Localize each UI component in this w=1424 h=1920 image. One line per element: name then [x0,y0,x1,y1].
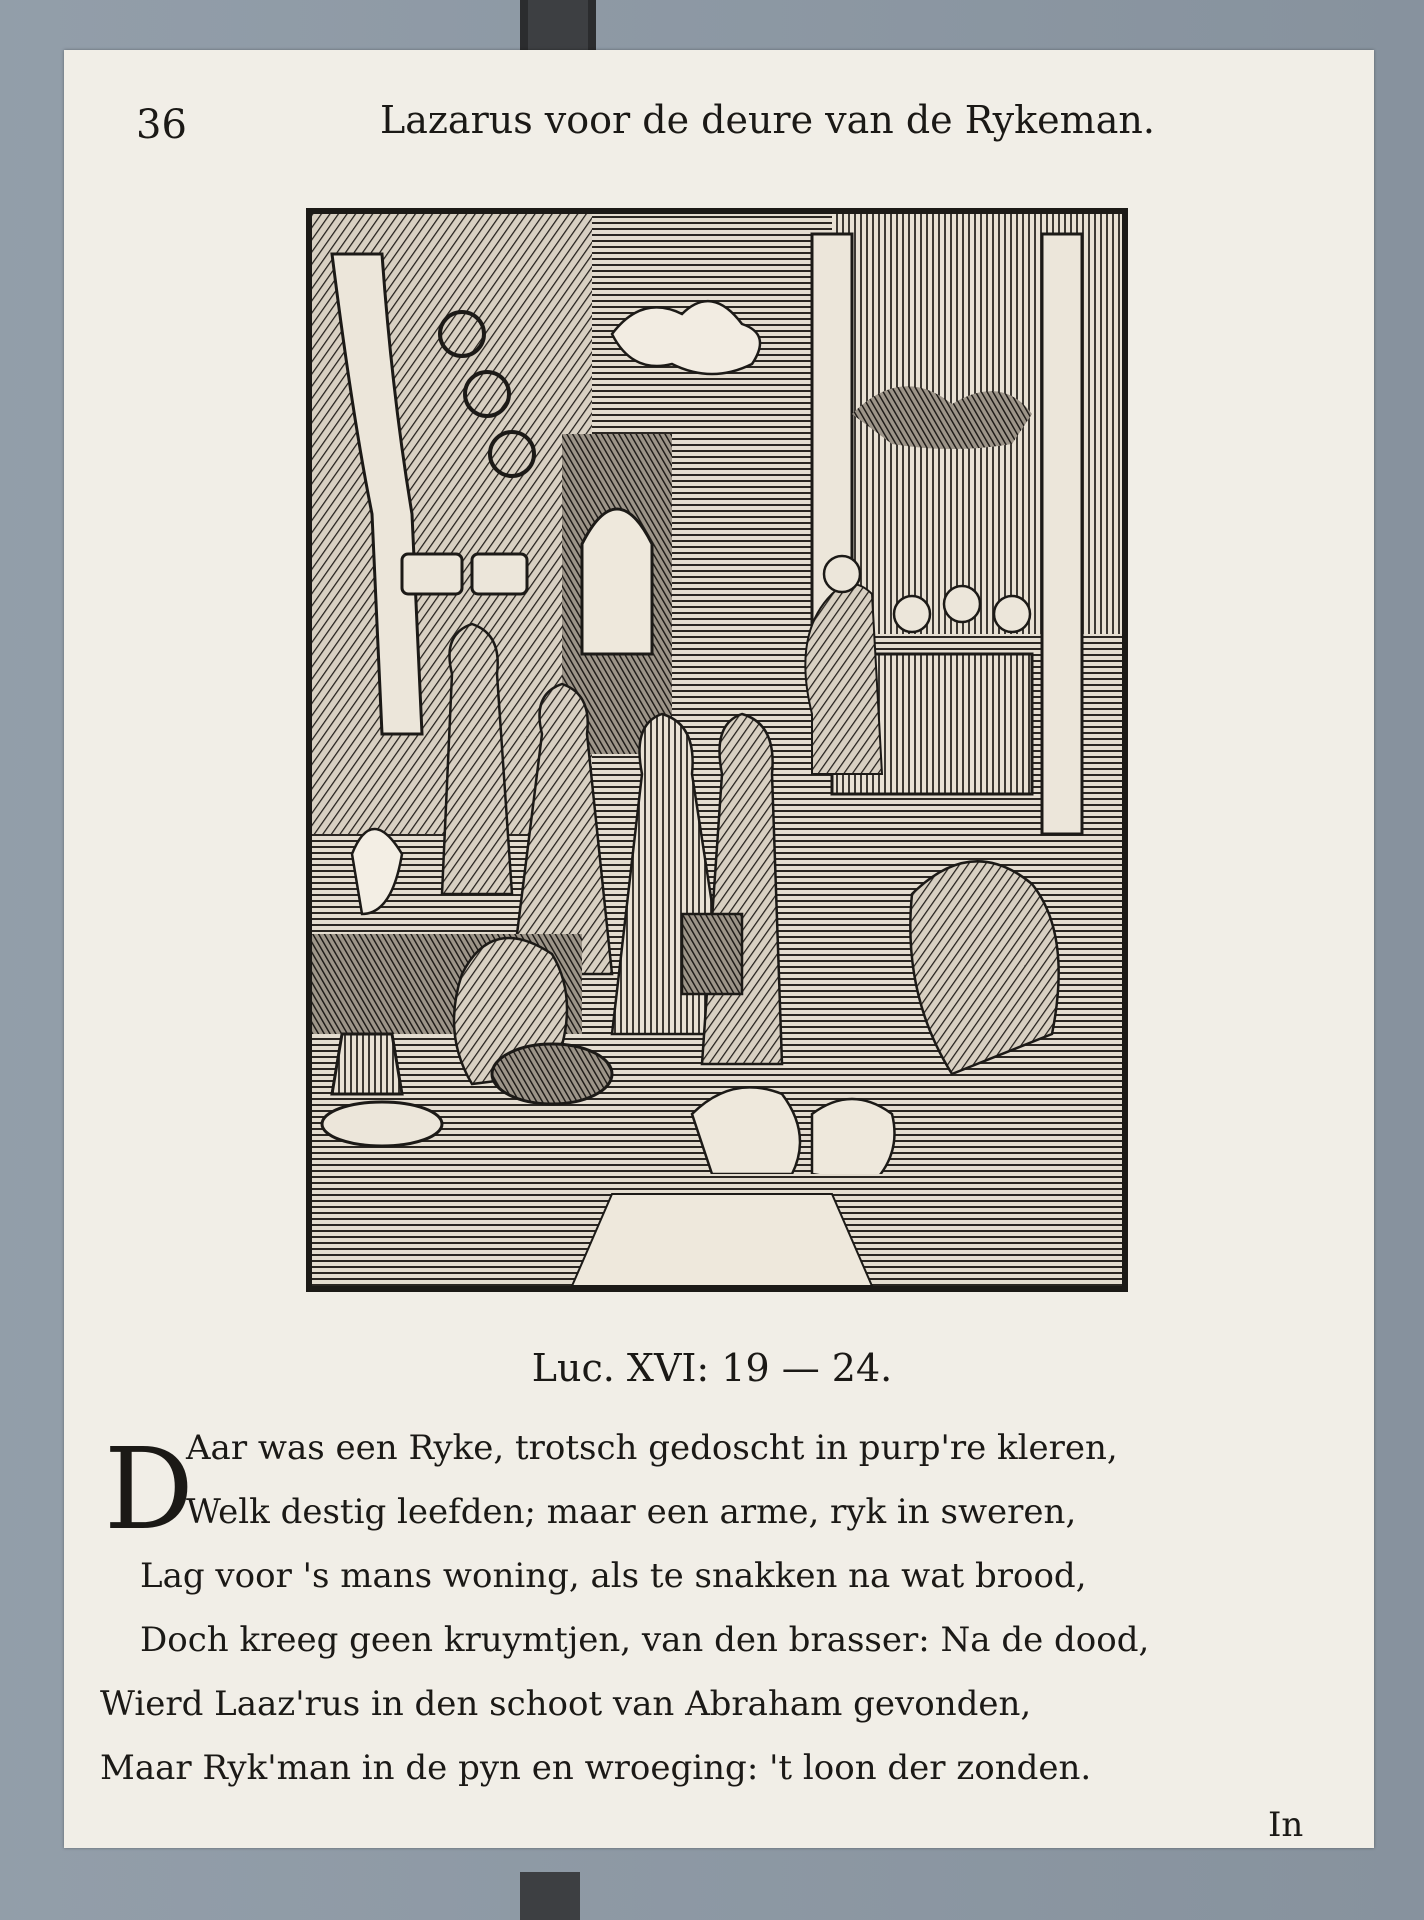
catchword: In [1268,1805,1304,1845]
verse-line-1: Aar was een Ryke, trotsch gedoscht in purp're kleren, [186,1428,1118,1468]
verse-line-6: Maar Ryk'man in de pyn en wroeging: 't loon der zonden. [100,1748,1092,1788]
woodcut-illustration [306,208,1128,1292]
mount-strip-bottom [520,1872,580,1920]
verse-line-4: Doch kreeg geen kruymtjen, van den brasser: Na de dood, [140,1620,1150,1660]
verse-line-5: Wierd Laaz'rus in den schoot van Abraham gevonden, [100,1684,1032,1724]
page-title: Lazarus voor de deure van de Rykeman. [380,98,1155,142]
drop-cap: D [104,1425,194,1555]
page-number: 36 [136,102,187,148]
verse-line-2: Welk destig leefden; maar een arme, ryk in sweren, [186,1492,1077,1532]
scripture-reference: Luc. XVI: 19 — 24. [531,1346,893,1390]
verse-line-3: Lag voor 's mans woning, als te snakken na wat brood, [140,1556,1087,1596]
woodcut-drawing [312,214,1122,1286]
